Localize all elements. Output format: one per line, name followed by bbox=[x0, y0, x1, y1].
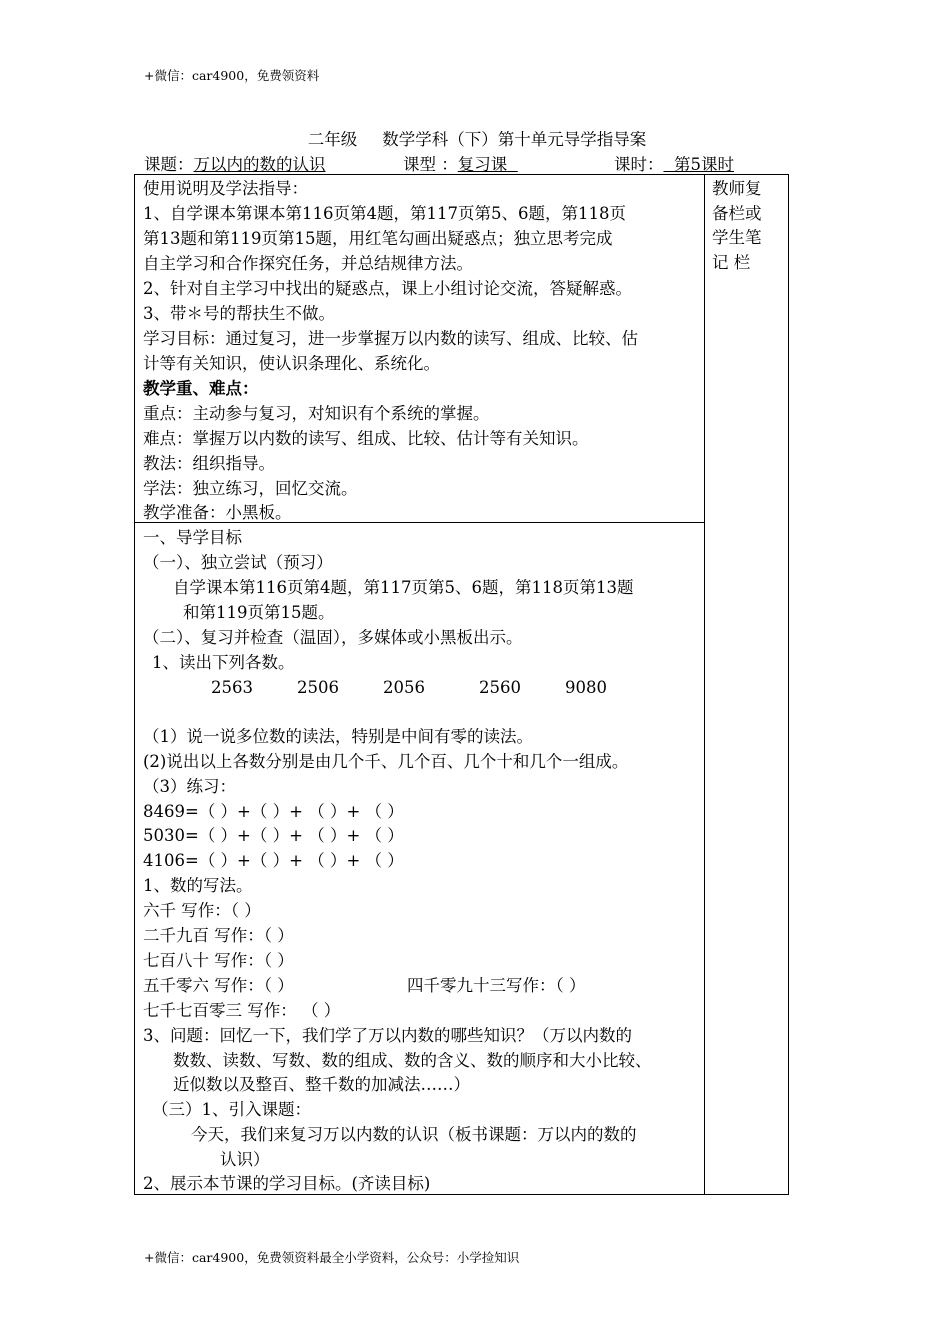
teaching-method-line: 教法：组织指导。 bbox=[143, 454, 275, 473]
preparation-line: 教学准备：小黑板。 bbox=[143, 503, 292, 522]
teacher-notes-column bbox=[712, 177, 784, 275]
part1-line: 自学课本第116页第4题，第117页第5、6题，第118页第13题 bbox=[173, 578, 634, 597]
sidebar-line: 教师复 bbox=[712, 179, 762, 198]
instruction-line: 1、自学课本第课本第116页第4题，第117页第5、6题，第118页 bbox=[143, 204, 626, 223]
lesson-table bbox=[134, 174, 789, 1195]
number-item: 2560 bbox=[479, 678, 521, 697]
sidebar-line: 学生笔 bbox=[712, 228, 762, 247]
exercise-line: 5030=（ ）+（ ）+ （ ）+ （ ） bbox=[143, 826, 404, 845]
sidebar-line: 记 栏 bbox=[712, 252, 751, 272]
write-line: 四千零九十三写作：（ ） bbox=[407, 976, 586, 995]
type-value: 复习课 bbox=[457, 155, 508, 174]
instructions-heading: 使用说明及学法指导： bbox=[143, 179, 308, 198]
type-field bbox=[403, 151, 518, 175]
part1-title: （一）、独立尝试（预习） bbox=[143, 553, 333, 572]
part3-line: 今天，我们来复习万以内数的认识（板书课题：万以内的数的 bbox=[191, 1125, 637, 1144]
question3-line: 3、问题：回忆一下，我们学了万以内数的哪些知识？（万以内数的 bbox=[143, 1026, 632, 1045]
part1-line: 和第119页第15题。 bbox=[183, 603, 335, 622]
column-divider bbox=[704, 175, 705, 1194]
title-grade: 二年级 bbox=[307, 130, 358, 149]
type-label: 课型 ： bbox=[403, 155, 458, 174]
question1-sub: （3）练习： bbox=[143, 777, 236, 796]
title-subject: 数学学科（下）第十单元导学指导案 bbox=[382, 130, 647, 149]
write-line: 七千七百零三 写作： （ ） bbox=[143, 1001, 341, 1020]
exercise-line: 4106=（ ）+（ ）+ （ ）+ （ ） bbox=[143, 851, 404, 870]
page-title bbox=[0, 126, 950, 150]
objective-line: 计等有关知识，使认识条理化、系统化。 bbox=[143, 354, 440, 373]
footer-note: +微信：car4900，免费领资料最全小学资料，公众号：小学捡知识 bbox=[144, 1250, 520, 1265]
part2-title: （二）、复习并检查（温固），多媒体或小黑板出示。 bbox=[143, 628, 523, 647]
topic-label: 课题： bbox=[144, 155, 194, 174]
instruction-line: 2、针对自主学习中找出的疑惑点，课上小组讨论交流，答疑解惑。 bbox=[143, 279, 632, 298]
final-line: 2、展示本节课的学习目标。(齐读目标) bbox=[143, 1174, 431, 1193]
key-points-heading: 教学重、难点： bbox=[143, 379, 259, 398]
question1-sub: （1）说一说多位数的读法，特别是中间有零的读法。 bbox=[143, 727, 533, 746]
period-label: 课时： bbox=[614, 155, 664, 174]
period-field bbox=[614, 151, 734, 175]
period-value: 第5课时 bbox=[674, 155, 734, 174]
write-line: 二千九百 写作：（ ） bbox=[143, 926, 294, 945]
question3-line: 数数、读数、写数、数的组成、数的含义、数的顺序和大小比较、 bbox=[173, 1051, 652, 1070]
write-line: 五千零六 写作：（ ） bbox=[143, 976, 294, 995]
number-item: 9080 bbox=[565, 678, 607, 697]
question2-title: 1、数的写法。 bbox=[143, 876, 253, 895]
question3-line: 近似数以及整百、整千数的加减法……） bbox=[173, 1075, 470, 1094]
key-point-line: 重点：主动参与复习，对知识有个系统的掌握。 bbox=[143, 404, 490, 423]
instruction-line: 3、带＊号的帮扶生不做。 bbox=[143, 304, 335, 323]
question1-sub: (2)说出以上各数分别是由几个千、几个百、几个十和几个一组成。 bbox=[143, 752, 629, 771]
topic-field bbox=[144, 151, 326, 175]
topic-value: 万以内的数的认识 bbox=[193, 155, 326, 174]
part3-line: 认识） bbox=[220, 1150, 270, 1169]
objective-line: 学习目标：通过复习，进一步掌握万以内数的读写、组成、比较、估 bbox=[143, 329, 638, 348]
difficulty-line: 难点：掌握万以内数的读写、组成、比较、估计等有关知识。 bbox=[143, 429, 589, 448]
write-line: 六千 写作：（ ） bbox=[143, 901, 261, 920]
header-note: +微信：car4900，免费领资料 bbox=[144, 68, 320, 83]
part3-title: （三）1、引入课题： bbox=[152, 1100, 311, 1119]
instruction-line: 自主学习和合作探究任务，并总结规律方法。 bbox=[143, 254, 473, 273]
write-line: 七百八十 写作：（ ） bbox=[143, 951, 294, 970]
exercise-line: 8469=（ ）+（ ）+ （ ）+ （ ） bbox=[143, 802, 404, 821]
question1-title: 1、读出下列各数。 bbox=[152, 653, 295, 672]
sidebar-line: 备栏或 bbox=[712, 203, 762, 223]
learning-method-line: 学法：独立练习，回忆交流。 bbox=[143, 479, 358, 498]
number-item: 2563 bbox=[211, 678, 253, 697]
instruction-line: 第13题和第119页第15题，用红笔勾画出疑惑点；独立思考完成 bbox=[143, 229, 613, 248]
guide-heading: 一、导学目标 bbox=[143, 528, 242, 547]
number-item: 2056 bbox=[383, 678, 425, 697]
number-item: 2506 bbox=[297, 678, 339, 697]
